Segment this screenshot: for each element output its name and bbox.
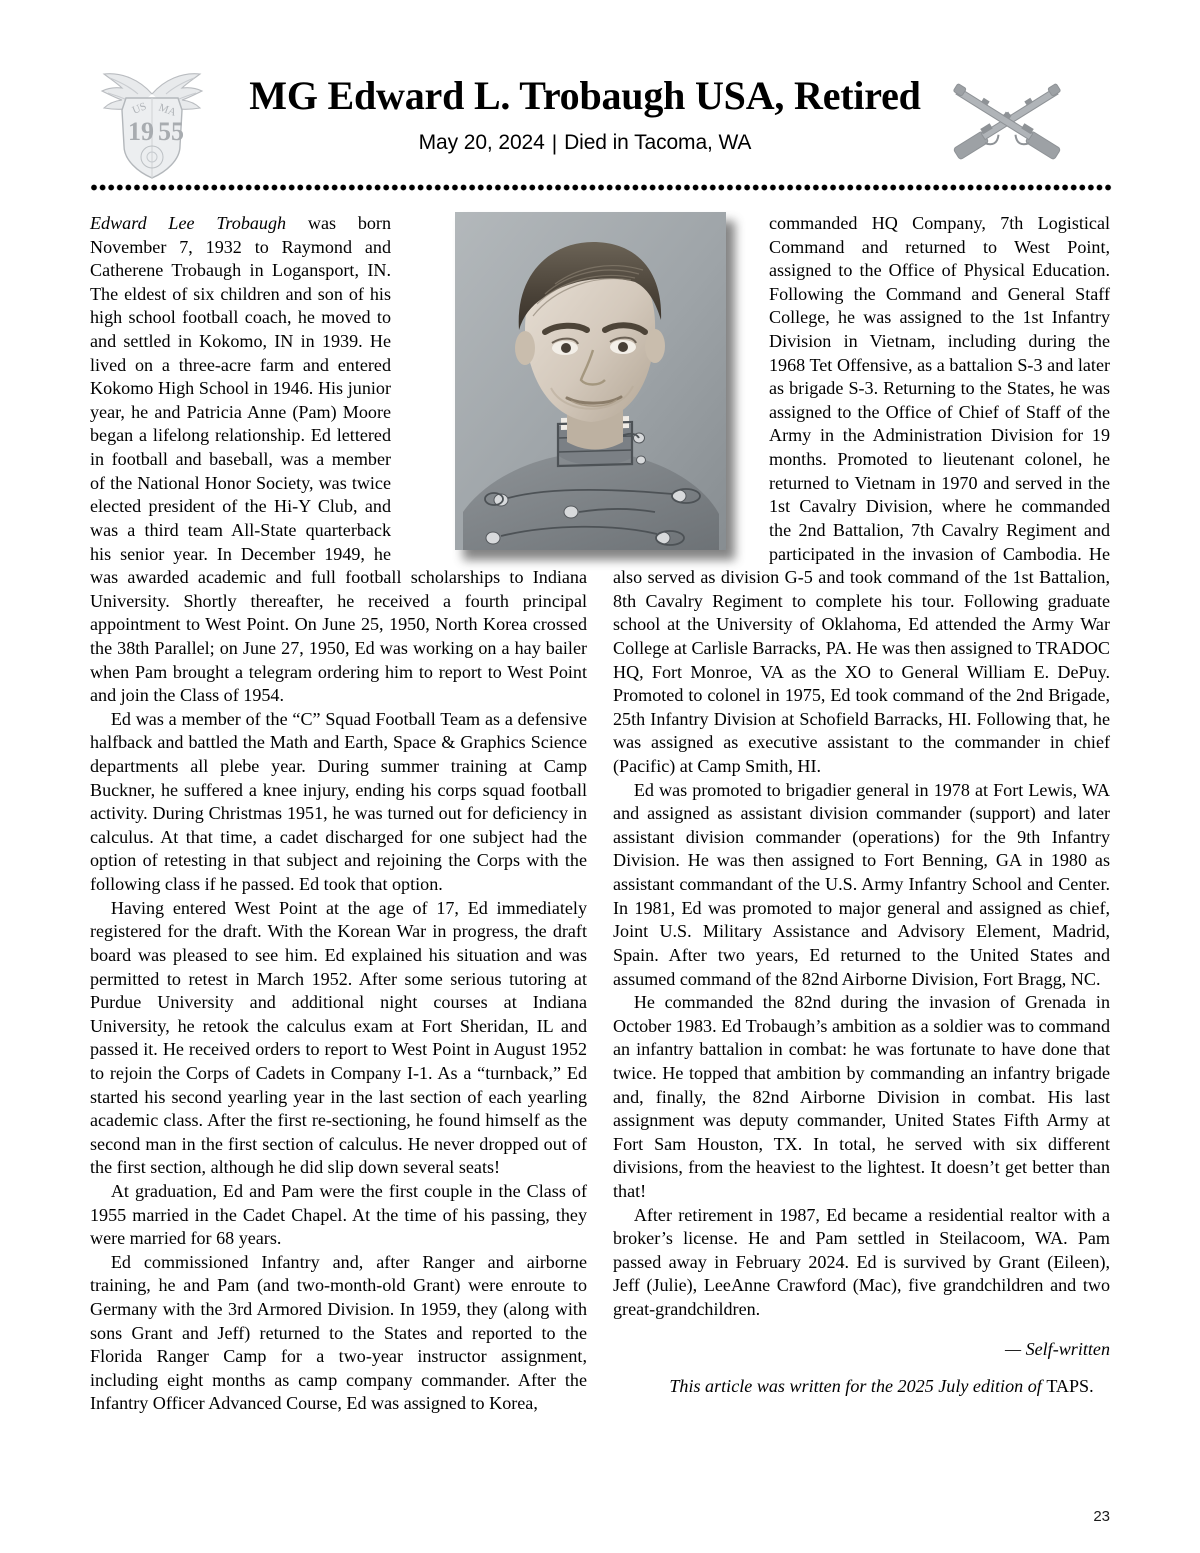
- subtitle-separator: |: [551, 132, 558, 156]
- section-divider: [90, 183, 1112, 192]
- body-column-right: [613, 212, 1110, 1399]
- signoff: — Self-written: [1004, 1338, 1110, 1359]
- death-place: Died in Tacoma, WA: [564, 131, 752, 155]
- paragraph-1-text: was born November 7, 1932 to Raymond and Catherene Trobaugh in Logansport, IN. The eldest of six children and son of his high school football coach, he moved to and settled in Kokomo, IN in 1939. He lived on a three-acre farm and entered Kokomo High School in 1946. His junior year, he and Patricia Anne (Pam) Moore began a lifelong relationship. Ed lettered in football and baseball, was a member of the National Honor Society, was twice elected president of the Hi-Y Club, and was a third team All-State quarterback his senior year. In December 1949, he was awarded academic and full football scholarships to Indiana University. Shortly thereafter, he received a fourth principal appointment to West Point. On June 25, 1950, North Korea crossed the 38th Parallel; on June 27, 1950, Ed was working on a hay bailer when Pam brought a telegram ordering him to report to West Point and join the Class of 1954.: [90, 213, 587, 706]
- page-number: 23: [1093, 1508, 1110, 1525]
- svg-text:55: 55: [158, 117, 184, 146]
- death-date: May 20, 2024: [418, 131, 545, 155]
- title-block: [238, 74, 932, 155]
- photo-wrap-spacer-left: [405, 214, 587, 559]
- body-column-left: [90, 212, 587, 1416]
- paragraph-6: commanded HQ Company, 7th Logistical Command and returned to West Point, assigned to the Office of Physical Education. Following the Command and General Staff College, he was assigned to the 1st Infantry Division in Vietnam, including during the 1968 Tet Offensive, as a battalion S-3 and later as brigade S-3. Returning to the States, he was assigned to the Office of Chief of Staff of the Army in the Administration Division for 19 months. Promoted to lieutenant colonel, he returned to Vietnam in 1970 and served in the 1st Cavalry Division, where he commanded the 2nd Battalion, 7th Cavalry Regiment and participated in the invasion of Cambodia. He also served as division G-5 and took command of the 1st Battalion, 8th Cavalry Regiment to complete his tour. Following graduate school at the University of Oklahoma, Ed attended the Army War College at Carlisle Barracks, PA. He was then assigned to TRADOC HQ, Fort Monroe, VA as the XO to General William E. DePuy. Promoted to colonel in 1975, Ed took command of the 2nd Brigade, 25th Infantry Division at Schofield Barracks, HI. Following that, he was assigned as executive assistant to the commander in chief (Pacific) at Camp Smith, HI.: [613, 213, 1110, 777]
- paragraph-2: Ed was a member of the “C” Squad Football Team as a defensive halfback and battled the Math and Earth, Space & Graphics Science departments all plebe year. During summer training at Camp Buckner, he suffered a knee injury, ending his corps squad football activity. During Christmas 1951, he was turned out for deficiency in calculus. At that time, a cadet discharged for one subject had the option of retesting in that subject and rejoining the Corps with the following class if he passed. Ed took that option.: [90, 708, 587, 895]
- svg-text:MA: MA: [156, 101, 178, 119]
- paragraph-5: Ed commissioned Infantry and, after Ranger and airborne training, he and Pam (and two-month-old Grant) were enroute to Germany with the 3rd Armored Division. In 1959, they (along with sons Grant and Jeff) returned to the States and reported to the Florida Ranger Camp for a two-year instructor assignment, including eight months as camp company commander. After the Infantry Officer Advanced Course, Ed was assigned to Korea,: [90, 1251, 587, 1414]
- paragraph-9: After retirement in 1987, Ed became a residential realtor with a broker’s license. He and Pam settled in Steilacoom, WA. Pam passed away in February 2024. Ed is survived by Grant (Eileen), Jeff (Julie), LeeAnne Crawford (Mac), five grandchildren and two great-grandchildren.: [613, 1204, 1110, 1320]
- article-note-italic: This article was written for the 2025 July edition of: [669, 1376, 1047, 1397]
- paragraph-4: At graduation, Ed and Pam were the first couple in the Class of 1955 married in the Cadet Chapel. At the time of his passing, they were married for 68 years.: [90, 1180, 587, 1249]
- photo-wrap-spacer-right: [613, 214, 755, 559]
- svg-text:US: US: [130, 100, 149, 117]
- paragraph-7: Ed was promoted to brigadier general in 1978 at Fort Lewis, WA and assigned as assistant division commander (support) and later assistant division commander (operations) for the 9th Infantry Division. He was then assigned to Fort Benning, GA in 1980 as assistant commandant of the U.S. Army Infantry School and Center. In 1981, Ed was promoted to major general and assigned as chief, Joint U.S. Military Assistance and Advisory Element, Madrid, Spain. After two years, Ed returned to the United States and assumed command of the 82nd Airborne Division, Fort Bragg, NC.: [613, 779, 1110, 989]
- paragraph-3: Having entered West Point at the age of 17, Ed immediately registered for the draft. With the Korean War in progress, the draft board was pleased to see him. Ed explained his situation and was permitted to retest in March 1952. After some serious tutoring at Purdue University and additional night courses at Indiana University, he retook the calculus exam at Fort Sheridan, IL and passed it. He received orders to report to West Point in August 1952 to rejoin the Corps of Cadets in Company I-1. As a “turnback,” Ed started his second yearling year in the last section of each yearling academic class. After the first re-sectioning, he found himself as the second man in the first section of calculus. He never dropped out of the first section, although he did slip down several seats!: [90, 897, 587, 1178]
- masthead: [88, 52, 1112, 177]
- lead-name: Edward Lee Trobaugh: [90, 213, 287, 233]
- page-title: MG Edward L. Trobaugh USA, Retired: [249, 73, 921, 118]
- paragraph-8: He commanded the 82nd during the invasion of Grenada in October 1983. Ed Trobaugh’s ambition as a soldier was to command an infantry battalion in combat: he was fortunate to have done that twice. He topped that ambition by commanding an infantry brigade and, finally, the 82nd Airborne Division in combat. His last assignment was deputy commander, United States Fifth Army at Fort Sam Houston, TX. In total, he served with six different divisions, from the heaviest to the lightest. It doesn’t get better than that!: [613, 992, 1110, 1201]
- svg-text:19: 19: [128, 117, 154, 146]
- crossed-rifles-infantry-icon: [932, 64, 1082, 176]
- article-note: [613, 1375, 1110, 1399]
- article-note-roman: TAPS.: [1046, 1376, 1094, 1397]
- obituary-subtitle: [238, 131, 932, 155]
- usma-class-1955-crest-icon: [96, 54, 208, 182]
